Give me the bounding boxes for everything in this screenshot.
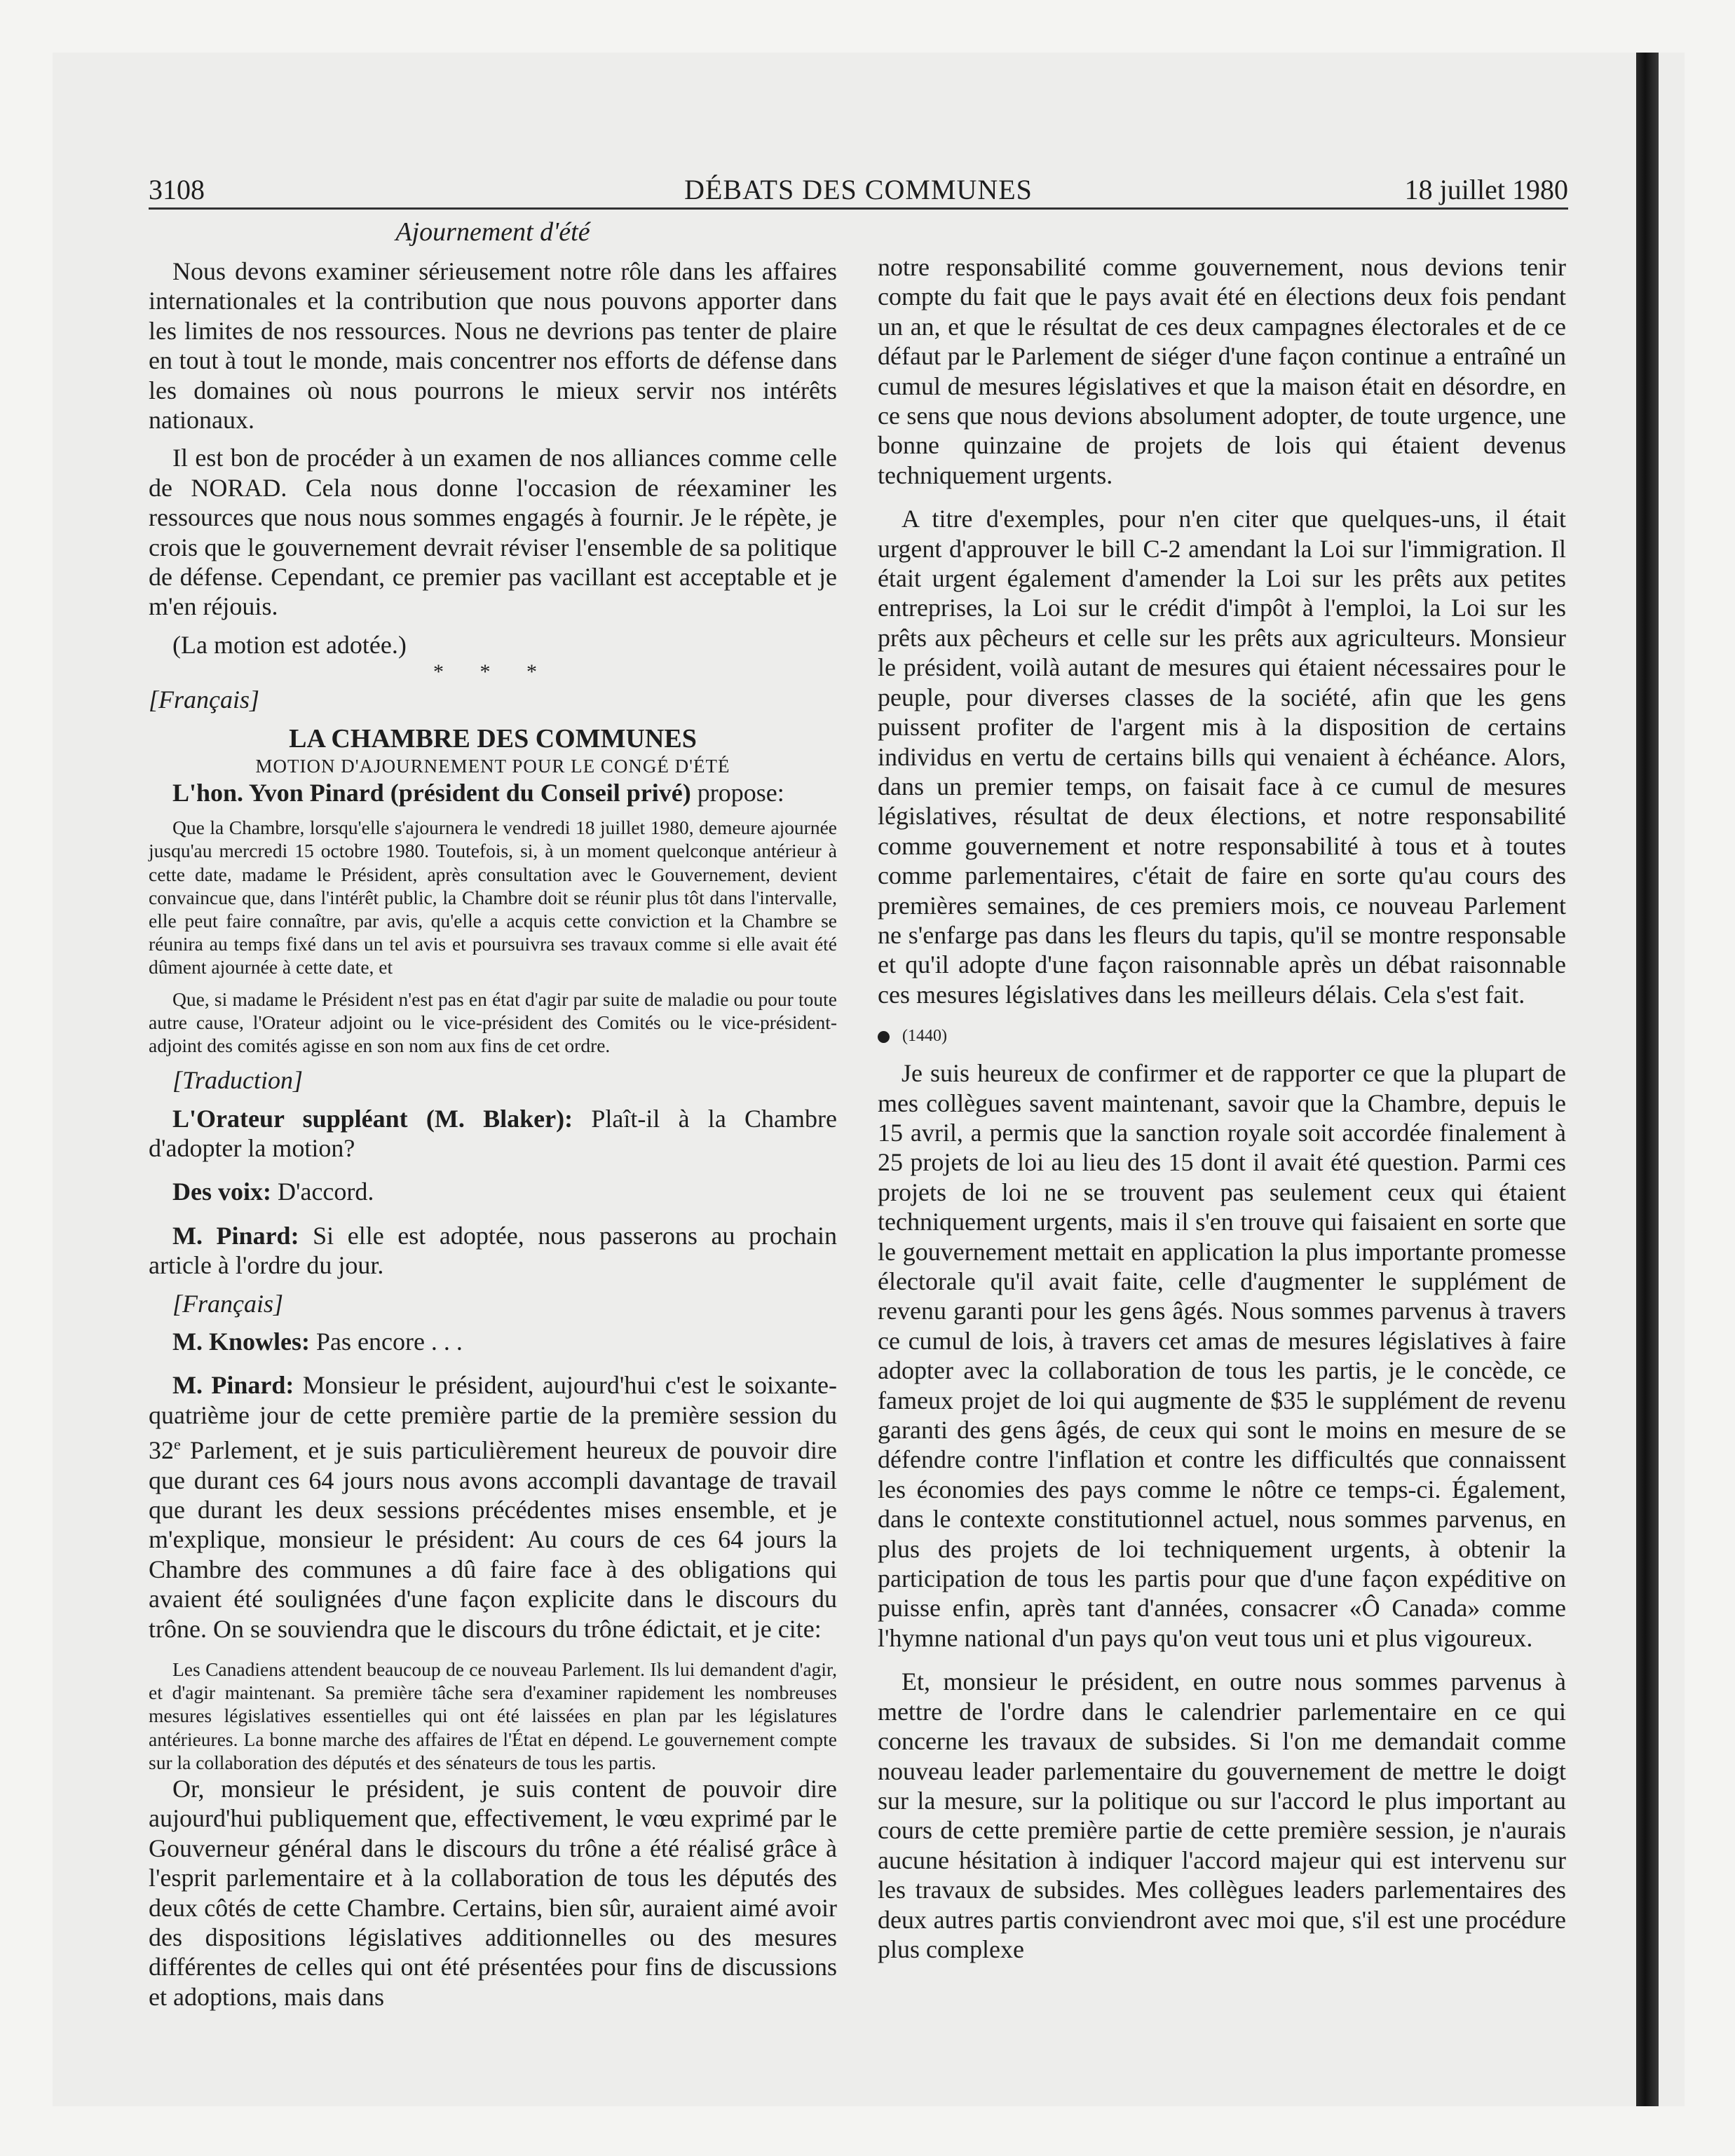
speaker-text: Parlement, et je suis particulièrement heureux de pouvoir dire que durant ces 64 jours nous avons accompli davantage de travail que durant les deux sessions précédentes mises ensemble, et je m'explique, monsieur le président: Au cours de ces 64 jours la Chambre des communes a dû faire face à des obligations qui avaient été soulignées d'une façon explicite dans le discours du trône. On se souviendra que le discours du trône édictait, et je cite: [149,1436,837,1643]
speaker-name: L'hon. Yvon Pinard (président du Conseil privé) [172,778,691,807]
speaker-paragraph [149,1104,837,1164]
time-marker [878,1022,1566,1050]
speaker-paragraph [149,778,837,807]
motion-text: Que, si madame le Président n'est pas en état d'agir par suite de maladie ou pour toute autre cause, l'Orateur adjoint ou le vice-président des Comités ou le vice-président-adjoint des comités agisse en son nom aux fins de cet ordre. [149,988,837,1056]
right-column [878,216,1566,1964]
speaker-name: M. Pinard: [172,1221,299,1250]
motion-text: Que la Chambre, lorsqu'elle s'ajournera le vendredi 18 juillet 1980, demeure ajournée jusqu'au mercredi 15 octobre 1980. Toutefois, si, à un moment quelconque antérieur à cette date, madame le Président, après consultation avec le Gouvernement, devient convaincue que, dans l'intérêt public, la Chambre doit se réunir plus tôt dans l'intervalle, elle peut faire connaître, par avis, qu'elle a acquis cette conviction et la Chambre se réunira au temps fixé dans un tel avis et poursuivra ses travaux comme si elle avait été dûment ajournée à cette date, et [149,817,837,978]
speaker-name: L'Orateur suppléant (M. Blaker): [172,1104,573,1133]
running-title: Ajournement d'été [395,217,590,247]
speaker-name: Des voix: [172,1178,271,1206]
paragraph: Il est bon de procéder à un examen de nos alliances comme celle de NORAD. Cela nous donne l'occasion de réexaminer les ressources que nous nous sommes engagés à fournir. Je le répète, je crois que le gouvernement devrait réviser l'ensemble de sa politique de défense. Cependant, ce premier pas vacillant est acceptable et je m'en réjouis. [149,444,837,621]
speaker-text: Pas encore . . . [309,1327,463,1356]
section-subheading: MOTION D'AJOURNEMENT POUR LE CONGÉ D'ÉTÉ [255,755,730,777]
section-heading: LA CHAMBRE DES COMMUNES [289,723,697,753]
quoted-text: Les Canadiens attendent beaucoup de ce nouveau Parlement. Ils lui demandent d'agir, et d'agir maintenant. Sa première tâche sera d'examiner rapidement les nombreuses mesures législatives essentielles qui ont été laissées en plan par les législatures antérieures. La bonne marche des affaires de l'État en dépend. Le gouvernement compte sur la collaboration des députés et des sénateurs de tous les partis. [149,1658,837,1773]
language-marker: [Français] [149,685,260,714]
left-column [149,216,837,2012]
speaker-paragraph [149,1370,837,1644]
speaker-paragraph [149,1327,837,1356]
paragraph: Nous devons examiner sérieusement notre rôle dans les affaires internationales et la contribution que nous pouvons apporter dans les limites de nos ressources. Nous ne devrions pas tenter de plaire en tout à tout le monde, mais concentrer nos efforts de défense dans les domaines où nous pourrons le mieux servir nos intérêts nationaux. [149,257,837,435]
speaker-text: D'accord. [271,1178,374,1206]
speaker-paragraph [149,1221,837,1281]
section-separator: * * * [433,660,552,684]
time-marker-text: (1440) [902,1027,947,1046]
speaker-name: M. Pinard: [172,1371,294,1400]
speaker-text: Plaît-il à la Chambre d'adopter la motion? [149,1104,838,1162]
language-marker: [Traduction] [172,1066,304,1095]
speaker-text: Monsieur le président, aujourd'hui c'est le soixante-quatrième jour de cette première partie de la première session du 32 [149,1371,837,1465]
publication-title: DÉBATS DES COMMUNES [684,174,1033,205]
paragraph: notre responsabilité comme gouvernement, nous devions tenir compte du fait que le pays avait été en élections deux fois pendant un an, et que le résultat de ces deux campagnes électorales et de ce défaut par le Parlement de siéger d'une façon continue a entraîné un cumul de mesures législatives et que la maison était en désordre, en ce sens que nous devions absolument adopter, de toute urgence, une bonne quinzaine de projets de lois qui étaient devenus techniquement urgents. [878,253,1566,489]
header-rule [149,207,1568,210]
paragraph: Je suis heureux de confirmer et de rapporter ce que la plupart de mes collègues savent maintenant, savoir que la Chambre, depuis le 15 avril, a permis que la sanction royale soit accordée finalement à 25 projets de loi au lieu des 15 dont il avait été question. Parmi ces projets de loi ne se trouvent pas seulement ceux qui étaient techniquement urgents, mais il s'en trouve qui faisaient en sorte que le gouvernement mettait en application la plus importante promesse électorale qu'il avait faite, celle d'augmenter le supplément de revenu garanti pour les gens âgés. Nous sommes parvenus à travers ce cumul de lois, à travers cet amas de mesures législatives à faire adopter avec la collaboration de tous les partis, je le concède, ce fameux projet de loi qui augmente de $35 le supplément de revenu garanti des gens âgés, de ceux qui sont le moins en mesure de se défendre contre l'inflation et contre les difficultés que connaissent les économies des pays comme le nôtre ce temps-ci. Également, dans le contexte constitutionnel actuel, nous sommes parvenus, en plus des projets de loi techniquement urgents, à obtenir la participation de tous les partis pour que d'une façon expéditive on puisse enfin, après tant d'années, consacrer «Ô Canada» comme l'hymne national d'un pays qu'on veut tous uni et plus vigoureux. [878,1059,1566,1652]
bullet-icon [878,1031,890,1043]
speaker-name: M. Knowles: [172,1327,310,1356]
header-date: 18 juillet 1980 [1404,174,1568,205]
motion-result: (La motion est adotée.) [172,630,407,659]
paragraph: Et, monsieur le président, en outre nous sommes parvenus à mettre de l'ordre dans le calendrier parlementaire en ce qui concerne les travaux de subsides. Si l'on me demandait comme nouveau leader parlementaire du gouvernement de mettre le doigt sur la mesure, sur la politique ou sur l'accord le plus important au cours de cette première partie de cette première session, je n'aurais aucune hésitation à indiquer l'accord majeur qui est intervenu sur les travaux de subsides. Mes collègues leaders parlementaires des deux autres partis conviendront avec moi que, s'il est une procédure plus complexe [878,1667,1566,1963]
page-header [149,172,1568,207]
scan-edge [1636,53,1659,2106]
paragraph: Or, monsieur le président, je suis content de pouvoir dire aujourd'hui publiquement que, effectivement, le vœu exprimé par le Gouverneur général dans le discours du trône a été réalisé grâce à l'esprit parlementaire et à la collaboration de tous les députés des deux côtés de cette Chambre. Certains, bien sûr, auraient aimé avoir des dispositions législatives additionnelles ou des mesures différentes de celles qui ont été présentées pour fins de discussions et adoptions, mais dans [149,1775,837,2011]
speaker-text: Si elle est adoptée, nous passerons au prochain article à l'ordre du jour. [149,1221,837,1280]
ordinal-superscript: e [174,1435,181,1454]
language-marker: [Français] [172,1289,284,1318]
paragraph: A titre d'exemples, pour n'en citer que quelques-uns, il était urgent d'approuver le bill C-2 amendant la Loi sur l'immigration. Il était urgent également d'amender la Loi sur les prêts aux petites entreprises, la Loi sur le crédit d'impôt à l'emploi, la Loi sur les prêts aux pêcheurs et celle sur les prêts aux agriculteurs. Monsieur le président, voilà autant de mesures qui étaient nécessaires pour le peuple, pour diverses classes de la société, afin que les gens puissent profiter de l'argent mis à la disposition de certains individus en vertu de certains bills qui venaient à échéance. Alors, dans un premier temps, on faisait face à ce cumul de mesures législatives, résultat de deux élections, et notre responsabilité comme gouvernement et notre responsabilité à tous et à toutes comme parlementaires, c'était de faire en sorte qu'au cours des premières semaines, de ces premiers mois, ce nouveau Parlement ne s'enfarge pas dans les fleurs du tapis, qu'il se montre responsable et qu'il adopte d'une façon raisonnable après un débat raisonnable ces mesures législatives dans les meilleurs délais. Cela s'est fait. [878,505,1566,1009]
speaker-text: propose: [690,778,784,807]
speaker-paragraph [149,1177,837,1206]
page-number: 3108 [149,174,205,205]
